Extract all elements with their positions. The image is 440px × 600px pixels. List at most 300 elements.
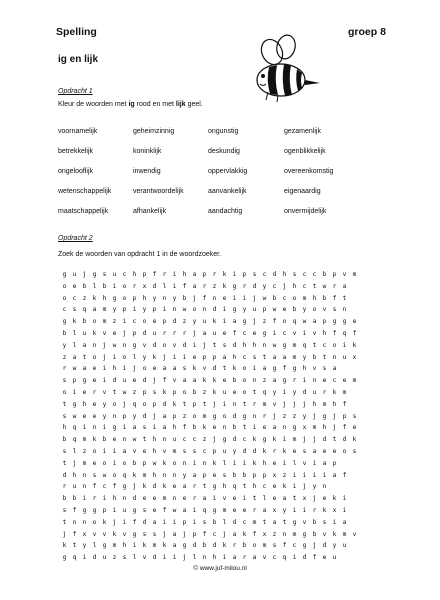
grid-letter: s	[302, 448, 307, 455]
grid-letter: a	[332, 471, 337, 479]
grid-letter: z	[202, 389, 207, 396]
word-item: overeenkomstig	[284, 168, 334, 175]
grid-letter: e	[232, 495, 237, 503]
grid-letter: y	[132, 412, 137, 420]
grid-letter: g	[322, 412, 327, 420]
grid-letter: r	[212, 271, 217, 278]
grid-letter: s	[322, 518, 327, 526]
grid-letter: i	[82, 424, 87, 432]
grid-letter: j	[192, 294, 197, 302]
grid-letter: a	[132, 424, 137, 432]
grid-letter: a	[82, 341, 87, 349]
grid-letter: a	[72, 353, 77, 361]
word-item: onvermijdelijk	[284, 208, 327, 215]
grid-letter: k	[162, 542, 167, 550]
grid-letter: g	[232, 282, 237, 290]
grid-letter: a	[172, 542, 177, 550]
grid-letter: d	[152, 483, 157, 491]
grid-letter: i	[162, 518, 167, 526]
grid-letter: f	[92, 483, 97, 491]
grid-letter: i	[222, 318, 227, 326]
grid-letter: i	[292, 554, 297, 562]
grid-letter: f	[272, 318, 277, 326]
grid-letter: y	[302, 353, 307, 361]
grid-letter: t	[202, 483, 207, 491]
grid-letter: k	[332, 530, 337, 538]
grid-letter: i	[322, 471, 327, 479]
grid-letter: j	[82, 271, 87, 278]
grid-letter: c	[312, 271, 317, 278]
grid-letter: g	[232, 306, 237, 314]
grid-letter: c	[132, 318, 137, 326]
grid-letter: p	[262, 306, 267, 314]
grid-letter: f	[342, 400, 347, 408]
grid-letter: y	[142, 353, 147, 361]
grid-row	[60, 401, 360, 413]
grid-letter: u	[342, 542, 347, 550]
grid-letter: y	[232, 448, 237, 455]
grid-letter: q	[122, 471, 127, 479]
grid-letter: b	[322, 271, 327, 278]
grid-letter: l	[92, 282, 97, 290]
grid-letter: d	[272, 271, 277, 278]
grid-letter: b	[312, 530, 317, 538]
grid-row	[60, 283, 360, 295]
grid-letter: f	[182, 282, 187, 290]
grid-letter: h	[62, 424, 67, 432]
grid-letter: v	[142, 554, 147, 562]
grid-letter: o	[312, 306, 317, 314]
grid-letter: a	[262, 507, 267, 514]
grid-letter: x	[332, 507, 337, 514]
grid-letter: b	[72, 495, 77, 503]
grid-letter: c	[192, 436, 197, 444]
grid-letter: j	[112, 518, 117, 526]
grid-letter: h	[182, 271, 187, 278]
grid-letter: u	[222, 389, 227, 396]
header-group: groep 8	[348, 26, 386, 38]
grid-letter: l	[192, 554, 197, 562]
grid-letter: i	[102, 365, 107, 373]
grid-letter: i	[342, 507, 347, 514]
grid-letter: j	[152, 377, 157, 385]
grid-letter: y	[142, 306, 147, 314]
grid-letter: c	[302, 282, 307, 290]
grid-letter: t	[242, 483, 247, 491]
grid-letter: e	[322, 448, 327, 455]
grid-letter: o	[252, 542, 257, 550]
grid-row	[60, 271, 360, 283]
grid-letter: s	[102, 271, 107, 278]
grid-letter: i	[82, 495, 87, 503]
grid-letter: i	[132, 542, 137, 550]
word-item: voornamelijk	[58, 128, 98, 135]
grid-letter: p	[242, 271, 247, 278]
grid-letter: w	[172, 507, 177, 514]
grid-letter: o	[222, 412, 227, 420]
grid-letter: i	[112, 353, 117, 361]
grid-letter: a	[282, 495, 287, 503]
bee-illustration	[248, 34, 324, 106]
grid-letter: h	[312, 400, 317, 408]
grid-letter: y	[272, 389, 277, 396]
grid-letter: n	[112, 412, 117, 420]
grid-letter: a	[162, 412, 167, 420]
grid-letter: z	[212, 282, 217, 290]
grid-letter: y	[302, 412, 307, 420]
instruction-text: geel.	[185, 101, 203, 108]
grid-letter: j	[192, 330, 197, 337]
grid-letter: e	[92, 365, 97, 373]
grid-letter: u	[122, 507, 127, 514]
grid-letter: f	[202, 294, 207, 302]
grid-letter: s	[62, 448, 67, 455]
grid-letter: o	[142, 318, 147, 326]
grid-letter: m	[162, 495, 167, 503]
grid-letter: n	[212, 294, 217, 302]
grid-letter: n	[92, 341, 97, 349]
grid-letter: g	[242, 318, 247, 326]
grid-letter: r	[252, 507, 257, 514]
grid-letter: f	[112, 483, 117, 491]
grid-letter: e	[352, 318, 357, 326]
grid-letter: i	[342, 341, 347, 349]
grid-letter: z	[292, 412, 297, 420]
grid-letter: u	[222, 448, 227, 455]
grid-letter: n	[172, 495, 177, 503]
grid-letter: b	[202, 542, 207, 550]
grid-letter: d	[252, 282, 257, 290]
grid-letter: m	[292, 436, 297, 444]
grid-letter: s	[352, 412, 357, 420]
grid-letter: l	[222, 459, 227, 467]
grid-letter: w	[322, 282, 327, 290]
grid-letter: m	[102, 306, 107, 314]
grid-letter: i	[232, 459, 237, 467]
grid-letter: p	[132, 330, 137, 337]
grid-row	[60, 472, 360, 484]
grid-letter: m	[222, 507, 227, 514]
grid-letter: e	[272, 483, 277, 491]
grid-letter: n	[202, 554, 207, 562]
grid-letter: j	[292, 400, 297, 408]
grid-letter: r	[182, 330, 187, 337]
grid-letter: n	[202, 459, 207, 467]
grid-letter: o	[332, 341, 337, 349]
grid-letter: e	[152, 318, 157, 326]
grid-letter: s	[272, 542, 277, 550]
grid-letter: k	[212, 377, 217, 385]
grid-letter: c	[322, 341, 327, 349]
grid-letter: z	[282, 471, 287, 479]
grid-letter: i	[112, 448, 117, 455]
grid-letter: b	[132, 459, 137, 467]
grid-letter: z	[202, 436, 207, 444]
grid-row	[60, 330, 360, 342]
grid-letter: e	[112, 436, 117, 444]
grid-letter: w	[132, 436, 137, 444]
grid-letter: e	[172, 483, 177, 491]
grid-letter: o	[122, 459, 127, 467]
grid-letter: r	[62, 365, 67, 373]
grid-letter: w	[182, 306, 187, 314]
grid-letter: x	[82, 530, 87, 538]
grid-letter: o	[112, 400, 117, 408]
grid-letter: j	[302, 436, 307, 444]
grid-letter: u	[172, 436, 177, 444]
grid-letter: o	[102, 459, 107, 467]
grid-letter: j	[162, 353, 167, 361]
grid-letter: c	[212, 530, 217, 538]
grid-letter: k	[252, 459, 257, 467]
grid-letter: f	[162, 377, 167, 385]
grid-letter: d	[152, 341, 157, 349]
grid-letter: m	[292, 353, 297, 361]
grid-letter: p	[162, 318, 167, 326]
grid-letter: x	[302, 424, 307, 432]
grid-letter: v	[102, 530, 107, 538]
grid-letter: i	[172, 282, 177, 290]
grid-row	[60, 365, 360, 377]
grid-letter: f	[232, 330, 237, 337]
grid-letter: b	[192, 389, 197, 396]
grid-letter: k	[112, 530, 117, 538]
grid-letter: p	[332, 459, 337, 467]
grid-letter: g	[282, 341, 287, 349]
word-item: wetenschappelijk	[58, 188, 112, 195]
grid-letter: e	[82, 412, 87, 420]
grid-letter: b	[212, 518, 217, 526]
grid-letter: e	[292, 448, 297, 455]
grid-letter: s	[322, 365, 327, 373]
grid-letter: a	[232, 318, 237, 326]
grid-letter: v	[102, 330, 107, 337]
grid-letter: e	[252, 330, 257, 337]
grid-letter: n	[232, 400, 237, 408]
grid-letter: c	[242, 436, 247, 444]
grid-letter: g	[82, 377, 87, 385]
grid-letter: i	[212, 495, 217, 503]
grid-letter: d	[232, 341, 237, 349]
grid-letter: r	[202, 282, 207, 290]
grid-letter: p	[322, 318, 327, 326]
grid-letter: b	[322, 294, 327, 302]
grid-letter: b	[292, 306, 297, 314]
grid-letter: o	[192, 306, 197, 314]
grid-letter: j	[252, 294, 257, 302]
word-item: eigenaardig	[284, 188, 321, 195]
grid-letter: q	[342, 330, 347, 337]
grid-letter: i	[192, 459, 197, 467]
grid-letter: p	[172, 389, 177, 396]
grid-letter: q	[72, 554, 77, 562]
grid-letter: l	[132, 353, 137, 361]
grid-letter: a	[282, 353, 287, 361]
grid-letter: v	[142, 341, 147, 349]
grid-letter: u	[312, 389, 317, 396]
grid-letter: i	[302, 471, 307, 479]
grid-letter: i	[242, 495, 247, 503]
grid-letter: j	[252, 318, 257, 326]
grid-letter: o	[342, 448, 347, 455]
grid-letter: r	[242, 554, 247, 562]
grid-letter: o	[282, 318, 287, 326]
grid-letter: d	[252, 448, 257, 455]
grid-letter: e	[232, 389, 237, 396]
grid-letter: r	[252, 400, 257, 408]
grid-letter: k	[322, 507, 327, 514]
grid-letter: h	[172, 424, 177, 432]
grid-letter: d	[232, 518, 237, 526]
grid-letter: u	[152, 330, 157, 337]
word-item: aandachtig	[208, 208, 243, 215]
grid-letter: s	[292, 271, 297, 278]
grid-letter: f	[332, 330, 337, 337]
grid-letter: e	[322, 495, 327, 503]
grid-letter: i	[232, 294, 237, 302]
grid-letter: n	[282, 530, 287, 538]
grid-letter: c	[62, 306, 67, 314]
grid-letter: i	[122, 518, 127, 526]
grid-letter: d	[242, 448, 247, 455]
grid-letter: e	[262, 424, 267, 432]
grid-letter: k	[102, 518, 107, 526]
grid-letter: p	[72, 377, 77, 385]
grid-letter: z	[262, 377, 267, 385]
grid-letter: p	[202, 471, 207, 479]
grid-letter: l	[292, 459, 297, 467]
grid-letter: r	[162, 330, 167, 337]
grid-letter: s	[62, 507, 67, 514]
grid-letter: e	[332, 448, 337, 455]
grid-letter: r	[172, 330, 177, 337]
grid-letter: v	[322, 530, 327, 538]
grid-letter: g	[342, 318, 347, 326]
grid-letter: a	[202, 495, 207, 503]
word-item: inwendig	[133, 168, 161, 175]
grid-letter: p	[172, 412, 177, 420]
grid-row	[60, 531, 360, 543]
grid-letter: i	[112, 282, 117, 290]
grid-letter: p	[252, 471, 257, 479]
grid-letter: g	[92, 507, 97, 514]
grid-letter: y	[112, 306, 117, 314]
grid-letter: p	[342, 412, 347, 420]
grid-letter: c	[242, 330, 247, 337]
grid-letter: d	[302, 389, 307, 396]
grid-letter: i	[162, 554, 167, 562]
grid-letter: g	[302, 542, 307, 550]
grid-letter: i	[192, 518, 197, 526]
grid-letter: q	[202, 507, 207, 514]
grid-letter: e	[152, 365, 157, 373]
grid-letter: k	[262, 448, 267, 455]
grid-letter: z	[112, 554, 117, 562]
grid-letter: d	[232, 436, 237, 444]
grid-row	[60, 377, 360, 389]
grid-letter: v	[162, 448, 167, 455]
grid-letter: o	[92, 518, 97, 526]
grid-letter: b	[272, 294, 277, 302]
grid-letter: u	[122, 377, 127, 385]
grid-letter: q	[292, 318, 297, 326]
grid-letter: c	[242, 353, 247, 361]
grid-letter: a	[172, 530, 177, 538]
grid-row	[60, 460, 360, 472]
grid-letter: e	[222, 330, 227, 337]
grid-letter: d	[232, 412, 237, 420]
grid-letter: n	[252, 412, 257, 420]
grid-row	[60, 507, 360, 519]
grid-letter: e	[222, 377, 227, 385]
grid-letter: b	[102, 436, 107, 444]
grid-letter: i	[312, 471, 317, 479]
grid-letter: y	[152, 294, 157, 302]
grid-letter: j	[282, 400, 287, 408]
word-item: ongunstig	[208, 128, 239, 135]
grid-letter: r	[92, 495, 97, 503]
grid-letter: j	[152, 412, 157, 420]
grid-letter: f	[332, 294, 337, 302]
grid-letter: w	[272, 306, 277, 314]
grid-letter: l	[72, 330, 77, 337]
grid-letter: m	[82, 459, 87, 467]
grid-letter: o	[162, 341, 167, 349]
grid-letter: l	[132, 554, 137, 562]
grid-letter: x	[272, 471, 277, 479]
grid-letter: e	[72, 282, 77, 290]
grid-letter: j	[272, 412, 277, 420]
grid-letter: z	[282, 412, 287, 420]
grid-letter: g	[182, 542, 187, 550]
grid-letter: v	[122, 530, 127, 538]
grid-letter: h	[72, 471, 77, 479]
grid-letter: e	[342, 377, 347, 385]
grid-letter: k	[352, 436, 357, 444]
grid-letter: d	[142, 412, 147, 420]
grid-letter: g	[92, 271, 97, 278]
grid-letter: f	[342, 471, 347, 479]
grid-letter: o	[242, 377, 247, 385]
grid-letter: n	[332, 353, 337, 361]
word-item: aanvankelijk	[208, 188, 247, 195]
footer-credit: © www.juf-milou.nl	[193, 565, 247, 572]
grid-letter: k	[212, 318, 217, 326]
grid-row	[60, 342, 360, 354]
grid-letter: i	[242, 459, 247, 467]
grid-letter: a	[182, 377, 187, 385]
grid-letter: h	[292, 282, 297, 290]
grid-letter: n	[162, 294, 167, 302]
grid-letter: f	[352, 330, 357, 337]
grid-letter: p	[202, 353, 207, 361]
header-title: Spelling	[56, 26, 97, 38]
grid-letter: p	[192, 530, 197, 538]
grid-letter: c	[262, 271, 267, 278]
grid-letter: m	[262, 542, 267, 550]
grid-letter: b	[62, 330, 67, 337]
grid-letter: k	[352, 341, 357, 349]
grid-letter: g	[62, 318, 67, 326]
grid-letter: s	[152, 530, 157, 538]
grid-letter: h	[332, 400, 337, 408]
grid-letter: k	[92, 436, 97, 444]
grid-letter: g	[292, 424, 297, 432]
grid-letter: g	[242, 412, 247, 420]
grid-letter: u	[202, 318, 207, 326]
grid-letter: s	[202, 518, 207, 526]
grid-letter: b	[232, 377, 237, 385]
